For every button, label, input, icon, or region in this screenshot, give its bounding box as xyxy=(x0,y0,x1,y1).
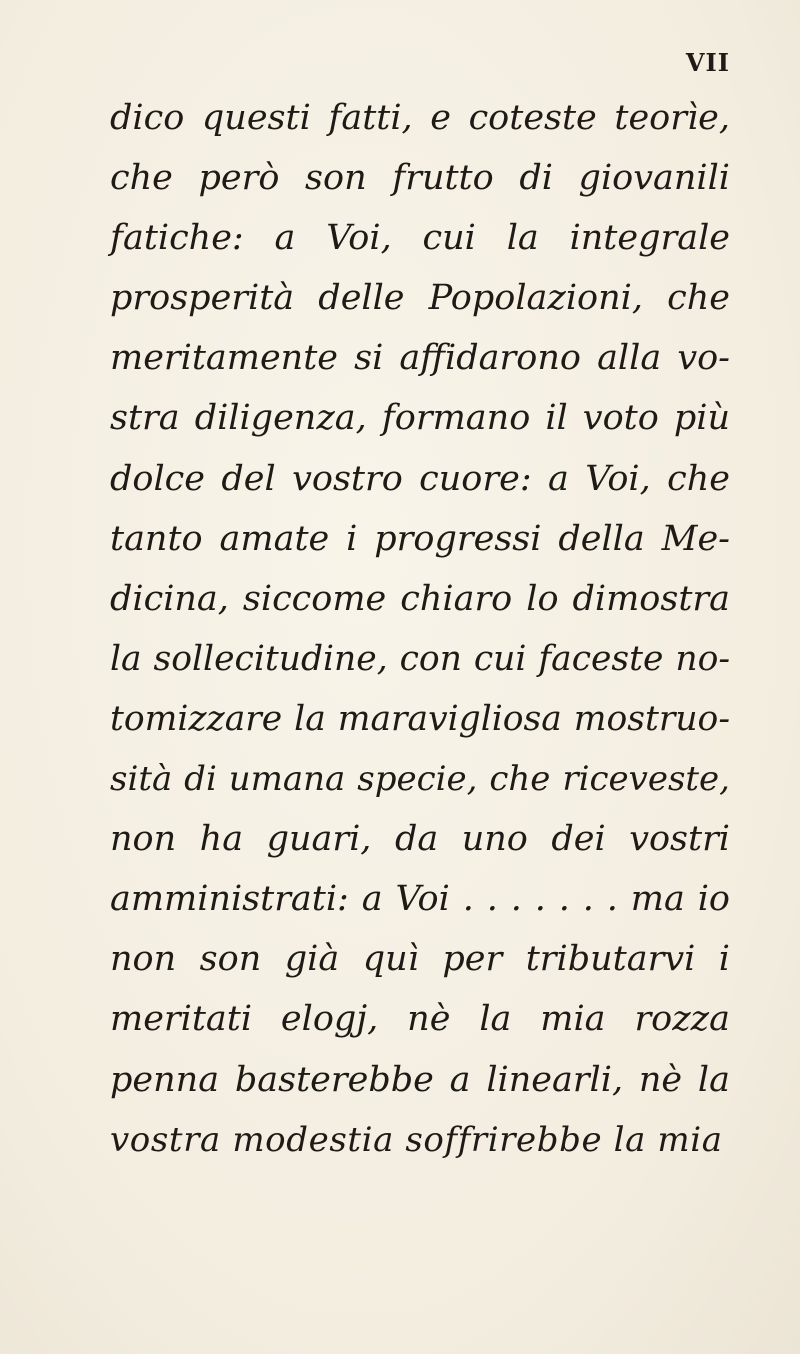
text-line-13: non ha guari, da uno dei vostri xyxy=(110,819,730,860)
text-line-16: meritati elogj, nè la mia rozza xyxy=(110,999,730,1040)
text-line-14: amministrati: a Voi . . . . . . . ma io xyxy=(110,879,730,920)
text-line-7: dolce del vostro cuore: a Voi, che xyxy=(110,458,730,499)
text-line-12: sità di umana specie, che riceveste, xyxy=(110,759,730,800)
text-line-3: fatiche: a Voi, cui la integrale xyxy=(110,218,730,259)
text-line-9: dicina, siccome chiaro lo dimostra xyxy=(110,578,730,619)
text-line-10: la sollecitudine, con cui faceste no- xyxy=(110,638,730,679)
text-line-5: meritamente si affidarono alla vo- xyxy=(110,338,730,379)
text-line-11: tomizzare la maravigliosa mostruo- xyxy=(110,698,730,739)
text-line-6: stra diligenza, formano il voto più xyxy=(110,398,730,439)
text-line-4: prosperità delle Popolazioni, che xyxy=(110,278,730,319)
text-line-1: dico questi fatti, e coteste teorìe, xyxy=(110,98,730,138)
text-line-8: tanto amate i progressi della Me- xyxy=(110,518,730,559)
text-line-15: non son già quì per tributarvi i xyxy=(110,939,730,980)
page-number: VII xyxy=(685,48,730,77)
text-line-18: vostra modestia soffrirebbe la mia xyxy=(110,1119,723,1160)
text-line-17: penna basterebbe a linearli, nè la xyxy=(110,1059,730,1100)
body-text xyxy=(110,88,730,1170)
text-line-2: che però son frutto di giovanili xyxy=(110,158,730,199)
